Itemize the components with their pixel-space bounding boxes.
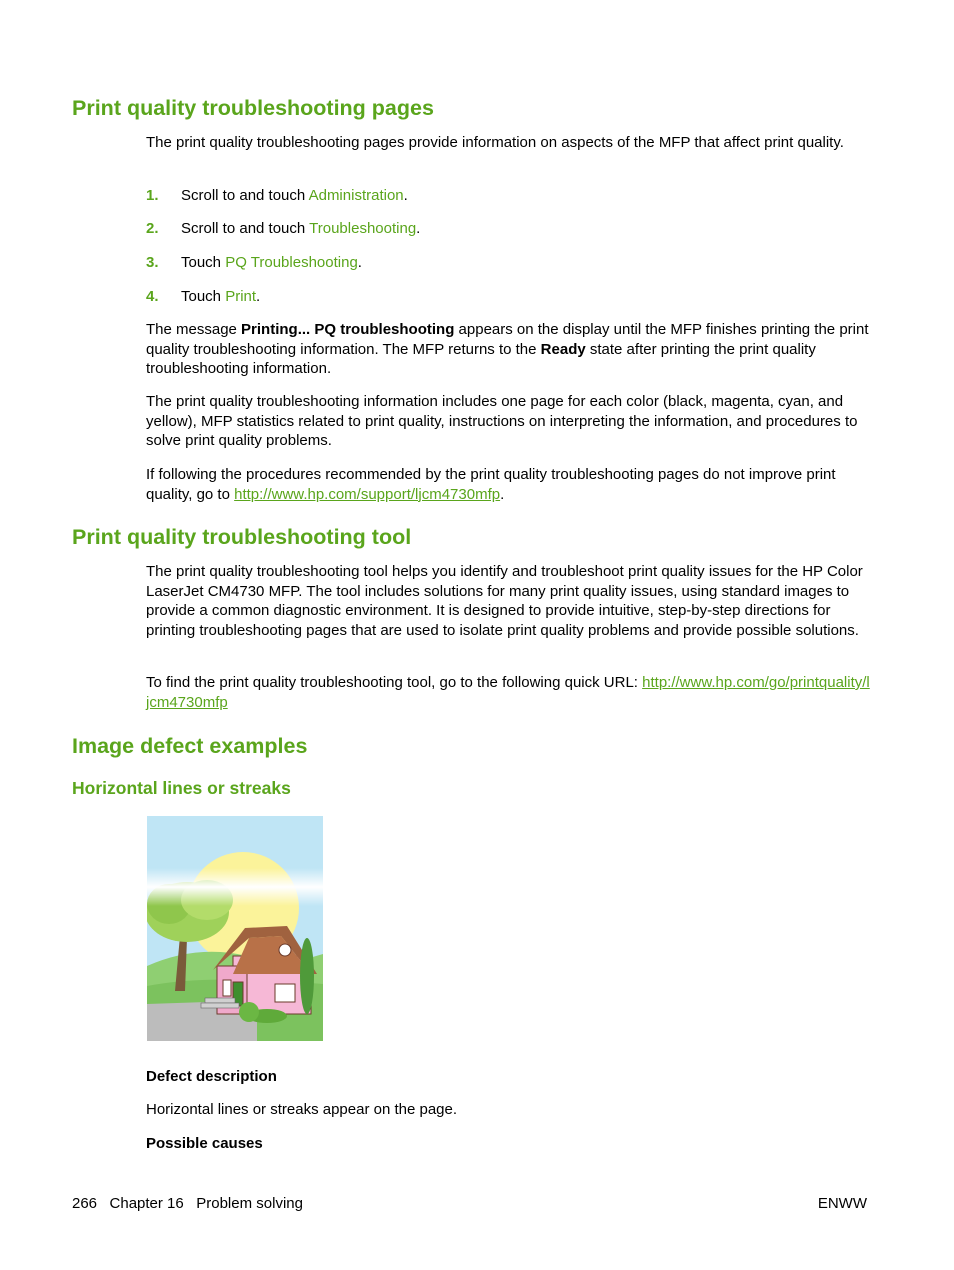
state-ready: Ready <box>540 340 586 358</box>
step-number: 3. <box>146 254 159 271</box>
pq-tool-link[interactable]: http://www.hp.com/go/printquality/ljcm4730mfp <box>146 674 870 711</box>
defect-description-text: Horizontal lines or streaks appear on the page. <box>146 1101 458 1118</box>
step-text-pre: Scroll to and touch <box>181 187 309 204</box>
support-link[interactable]: http://www.hp.com/support/ljcm4730mfp <box>234 485 501 503</box>
step-text-post: . <box>403 187 408 204</box>
footer-page-info: 266 Chapter 16 Problem solving <box>72 1195 303 1212</box>
section-heading-pq-tool: Print quality troubleshooting tool <box>72 525 412 549</box>
step-text <box>181 219 420 238</box>
defect-description-label: Defect description <box>146 1068 277 1085</box>
step-text-post: . <box>416 220 421 237</box>
text-run: The message <box>146 321 242 338</box>
pq-tool-url-paragraph <box>146 673 870 712</box>
pq-pages-intro: The print quality troubleshooting pages provide information on aspects of the MFP that affect print quality. <box>146 134 844 151</box>
house-illustration <box>147 816 323 1041</box>
step-text <box>181 287 260 306</box>
horizontal-streak <box>147 868 323 906</box>
bush-small <box>239 1002 259 1022</box>
text-run: To find the print quality troubleshooting tool, go to the following quick URL: <box>146 674 643 691</box>
section-heading-image-defects: Image defect examples <box>72 734 308 758</box>
ui-term-print: Print <box>225 288 257 305</box>
steps <box>205 998 235 1003</box>
poplar-tree <box>300 938 314 1014</box>
pq-pages-info-paragraph: The print quality troubleshooting information includes one page for each color (black, magenta, cyan, and yellow), MFP statistics related to print quality, instructions on interpreting the information, and procedures to solve print quality problems. <box>146 393 858 449</box>
house-window-small <box>223 980 231 996</box>
pq-pages-follow-paragraph <box>146 465 870 504</box>
pq-tool-paragraph: The print quality troubleshooting tool helps you identify and troubleshoot print quality issues for the HP Color LaserJet CM4730 MFP. The tool includes solutions for many print quality issues, using standard images to provide a common diagnostic environment. It is designed to provide intuitive, step-by-step directions for printing troubleshooting pages that are used to isolate print quality problems and provide possible solutions. <box>146 563 863 639</box>
possible-causes-label: Possible causes <box>146 1135 263 1152</box>
step-text-pre: Scroll to and touch <box>181 220 310 237</box>
subheading-horizontal-lines: Horizontal lines or streaks <box>72 778 291 798</box>
ui-term-administration: Administration <box>308 187 404 204</box>
step-text-post: . <box>256 288 261 305</box>
step-number: 2. <box>146 220 159 237</box>
section-heading-pq-pages: Print quality troubleshooting pages <box>72 96 434 120</box>
step-number: 4. <box>146 288 159 305</box>
ui-term-pq-troubleshooting: PQ Troubleshooting <box>225 254 358 271</box>
round-window <box>279 944 291 956</box>
step-text <box>181 253 362 272</box>
house-window <box>275 984 295 1002</box>
text-run: If following the procedures recommended by the print quality troubleshooting pages do not improve print quality, go to <box>146 466 836 503</box>
steps-lower <box>201 1003 239 1008</box>
defect-example-image <box>147 816 323 1041</box>
pq-pages-message-paragraph <box>146 320 870 379</box>
text-run: state after printing the print quality troubleshooting information. <box>146 340 816 377</box>
message-printing-pq: Printing... PQ troubleshooting <box>241 321 455 338</box>
step-number: 1. <box>146 187 159 204</box>
step-text-pre: Touch <box>181 288 226 305</box>
step-text-pre: Touch <box>181 254 226 271</box>
text-run: . <box>500 485 505 503</box>
footer-enww: ENWW <box>817 1195 867 1212</box>
ui-term-troubleshooting: Troubleshooting <box>309 220 417 237</box>
step-text <box>181 186 408 205</box>
step-text-post: . <box>357 254 362 271</box>
text-run: appears on the display until the MFP finishes printing the print quality troubleshooting information. The MFP returns to the <box>146 321 869 358</box>
